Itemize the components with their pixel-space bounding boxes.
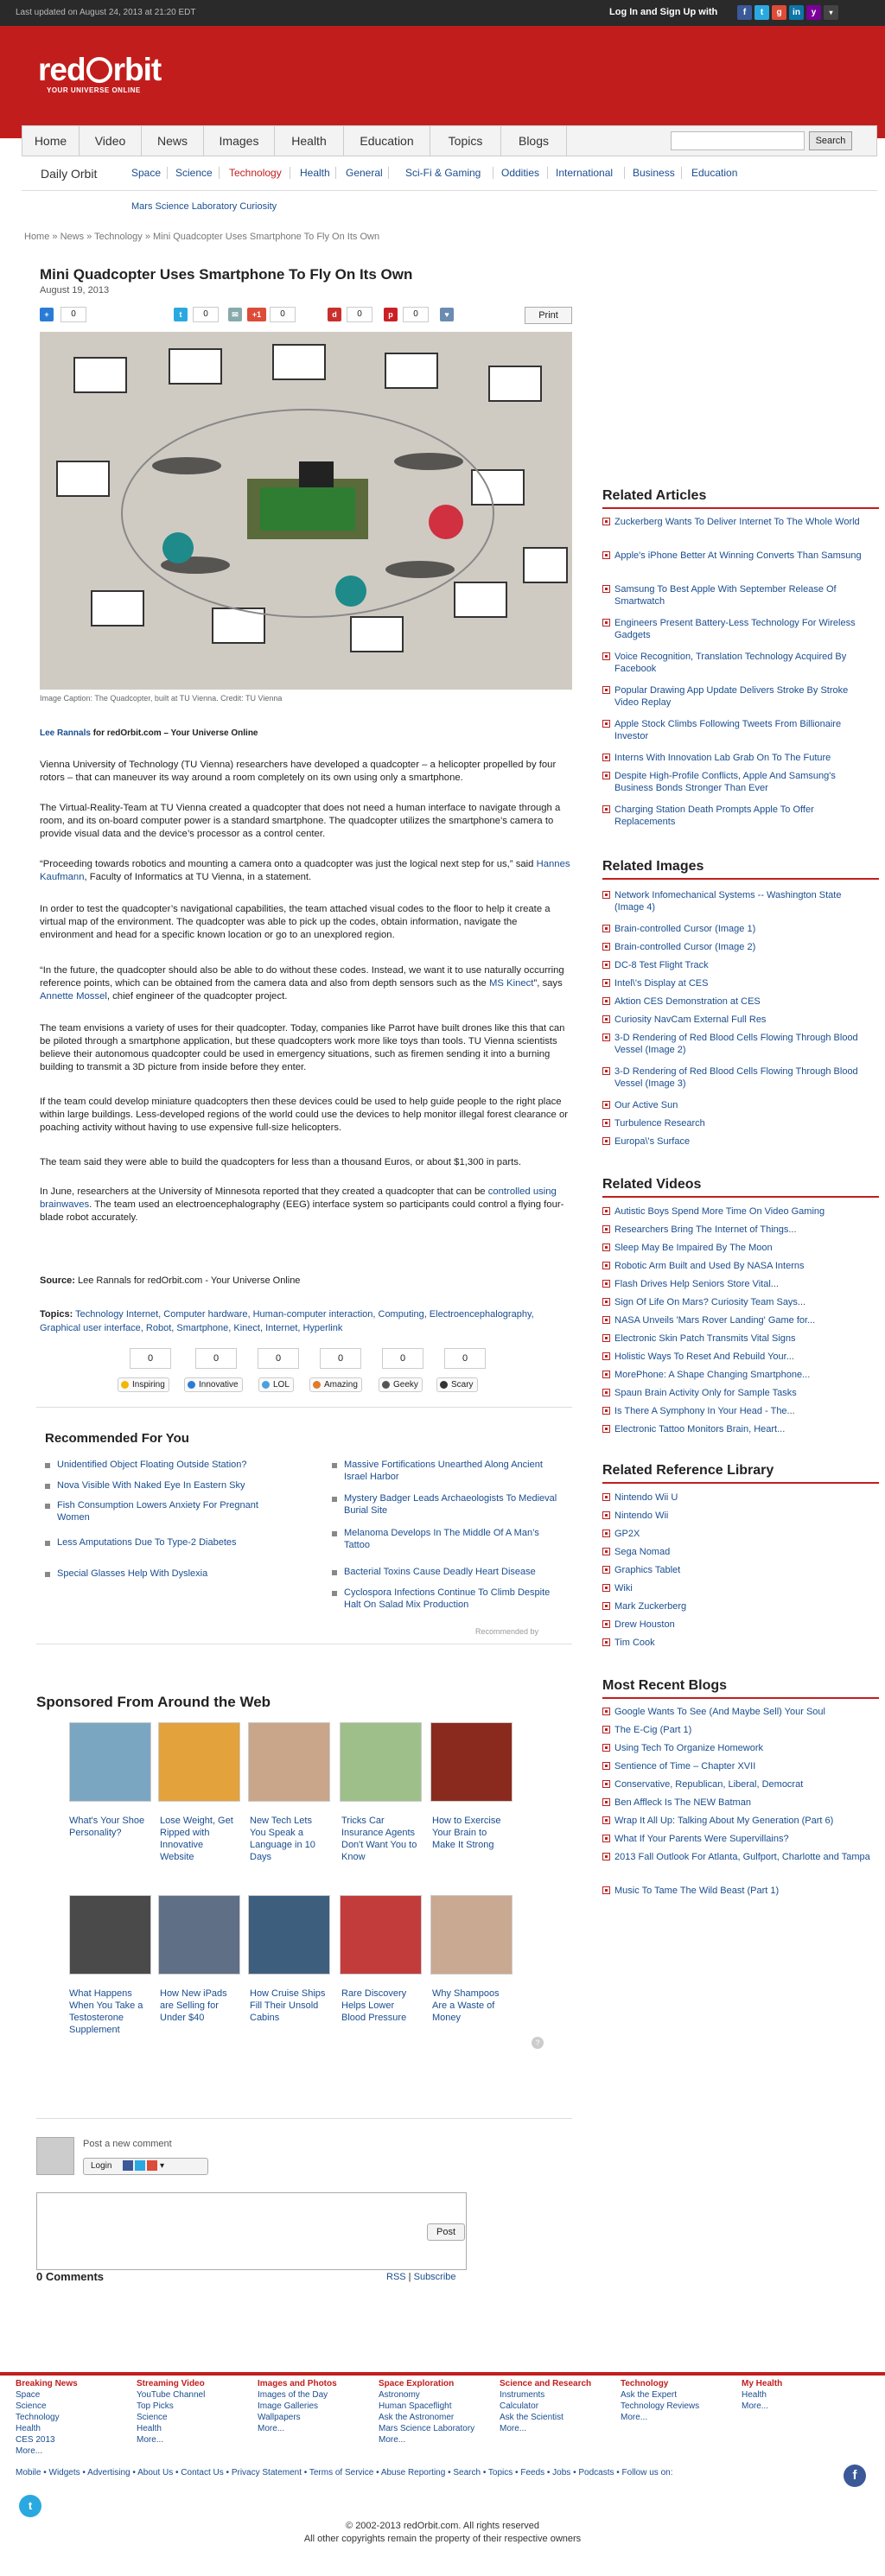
facebook-icon[interactable]: f xyxy=(844,2465,866,2487)
login-link[interactable]: Log In and Sign Up with xyxy=(609,7,718,17)
sponsored-image[interactable] xyxy=(69,1722,151,1802)
article-title: Mini Quadcopter Uses Smartphone To Fly On Its Own xyxy=(40,266,413,283)
reaction-count: 0 xyxy=(130,1348,171,1369)
footer-column-heading[interactable]: Breaking News xyxy=(16,2379,78,2388)
reaction-count: 0 xyxy=(320,1348,361,1369)
recommended-item[interactable]: Nova Visible With Naked Eye In Eastern Sky xyxy=(45,1479,278,1492)
blog-item[interactable]: What If Your Parents Were Supervillains? xyxy=(602,1833,870,1845)
subnav-education[interactable]: Education xyxy=(691,167,738,179)
related-image[interactable]: Brain-controlled Cursor (Image 2) xyxy=(602,941,870,953)
related-image[interactable]: Our Active Sun xyxy=(602,1099,870,1111)
footer-link[interactable]: Wallpapers xyxy=(258,2413,301,2422)
footer-link[interactable]: Technology Reviews xyxy=(621,2401,700,2411)
sponsored-link[interactable]: How Cruise Ships Fill Their Unsold Cabins xyxy=(250,1988,326,2023)
sub-nav xyxy=(22,156,877,191)
nav-blogs[interactable]: Blogs xyxy=(501,126,567,156)
reaction-inspiring-button[interactable]: Inspiring xyxy=(118,1377,169,1392)
recommended-item[interactable]: Special Glasses Help With Dyslexia xyxy=(45,1568,278,1580)
digg-share-icon[interactable]: d xyxy=(328,308,341,321)
reaction-innovative-button[interactable]: Innovative xyxy=(184,1377,243,1392)
sponsored-link[interactable]: How to Exercise Your Brain to Make It Strong xyxy=(432,1816,501,1850)
footer-link[interactable]: More... xyxy=(500,2424,527,2433)
comment-count: 0 Comments xyxy=(36,2270,105,2283)
footer-column-heading[interactable]: Science and Research xyxy=(500,2379,592,2388)
reaction-amazing-button[interactable]: Amazing xyxy=(309,1377,362,1392)
related-video[interactable]: Autistic Boys Spend More Time On Video Gaming xyxy=(602,1205,870,1218)
reaction-count: 0 xyxy=(258,1348,299,1369)
twitter-icon xyxy=(135,2160,145,2171)
recommended-item[interactable]: Less Amputations Due To Type-2 Diabetes xyxy=(45,1536,278,1549)
sponsored-link[interactable]: Lose Weight, Get Ripped with Innovative Website xyxy=(160,1816,233,1862)
paragraph-6: The team envisions a variety of uses for their quadcopter. Today, companies like Parrot have built drones like this that can be piloted through a smartphone application, but these quadcopters work more like toys than tools. TU Vienna scientists believe their autonomous quadcopter could be used in emergency situations, such as firemen sending it into a burning building to transmit a 3D picture from inside before they enter. xyxy=(40,1023,565,1072)
sponsored-image[interactable] xyxy=(430,1722,513,1802)
author-link[interactable]: Lee Rannals xyxy=(40,728,91,738)
related-images-title: Related Images xyxy=(602,859,704,874)
reference-item[interactable]: Mark Zuckerberg xyxy=(602,1600,870,1612)
facebook-icon[interactable]: f xyxy=(737,5,752,20)
print-button[interactable]: Print xyxy=(525,307,572,324)
sponsored-image[interactable] xyxy=(248,1722,330,1802)
paragraph-9: In June, researchers at the University of Minnesota reported that they created a quadcopter that can be controlled using brainwaves. The team used an electroencephalography (EEG) interface system so participants could control a flying four-blade robot accurately. xyxy=(40,1186,564,1223)
sponsored-link[interactable]: What Happens When You Take a Testosterone Supplement xyxy=(69,1988,143,2035)
footer-link[interactable]: More... xyxy=(379,2435,406,2445)
inspiring-icon xyxy=(121,1381,129,1389)
reference-item[interactable]: Nintendo Wii U xyxy=(602,1492,870,1504)
reaction-scary-button[interactable]: Scary xyxy=(436,1377,478,1392)
related-video[interactable]: MorePhone: A Shape Changing Smartphone... xyxy=(602,1369,870,1381)
footer-link[interactable]: Mars Science Laboratory xyxy=(379,2424,475,2433)
facebook-icon xyxy=(123,2160,133,2171)
related-image[interactable]: Curiosity NavCam External Full Res xyxy=(602,1014,870,1026)
related-article[interactable]: Samsung To Best Apple With September Release Of Smartwatch xyxy=(602,583,870,607)
sponsored-image[interactable] xyxy=(430,1895,513,1975)
sponsored-link[interactable]: Rare Discovery Helps Lower Blood Pressure xyxy=(341,1988,407,2023)
related-video[interactable]: NASA Unveils 'Mars Rover Landing' Game for... xyxy=(602,1314,870,1326)
subnav-space[interactable]: Space xyxy=(131,167,162,179)
related-video[interactable]: Sleep May Be Impaired By The Moon xyxy=(602,1242,870,1254)
share-count: 0 xyxy=(60,307,86,322)
nav-home[interactable]: Home xyxy=(22,126,80,156)
geeky-icon xyxy=(382,1381,390,1389)
blog-item[interactable]: 2013 Fall Outlook For Atlanta, Gulfport, Charlotte and Tampa xyxy=(602,1851,870,1863)
comment-login-button[interactable]: Login ▾ xyxy=(83,2158,208,2175)
related-video[interactable]: Electronic Tattoo Monitors Brain, Heart... xyxy=(602,1423,870,1435)
blog-item[interactable]: The E-Cig (Part 1) xyxy=(602,1724,870,1736)
copyright: © 2002-2013 redOrbit.com. All rights reserved xyxy=(346,2521,539,2531)
related-article[interactable]: Voice Recognition, Translation Technology Acquired By Facebook xyxy=(602,651,870,675)
reaction-lol-button[interactable]: LOL xyxy=(258,1377,294,1392)
twitter-icon[interactable]: t xyxy=(754,5,769,20)
linkedin-icon[interactable]: in xyxy=(789,5,804,20)
related-article[interactable]: Zuckerberg Wants To Deliver Internet To The Whole World xyxy=(602,516,870,528)
blog-item[interactable]: Music To Tame The Wild Beast (Part 1) xyxy=(602,1885,870,1897)
subnav-scifi[interactable]: Sci-Fi & Gaming xyxy=(405,167,481,179)
recommended-item[interactable]: Massive Fortifications Unearthed Along Ancient Israel Harbor xyxy=(332,1459,565,1483)
article-photo xyxy=(40,332,572,690)
paragraph-5: “In the future, the quadcopter should also be able to do without these codes. Instead, we want it to use naturally occurring reference points, which can be obtained from the camera data and also from depth sensors such as the MS Kinect”, says Annette Mossel, chief engineer of the quadcopter project. xyxy=(40,965,564,1002)
footer-column-heading[interactable]: Space Exploration xyxy=(379,2379,455,2388)
daily-orbit-label: Daily Orbit xyxy=(41,167,98,181)
footer-column xyxy=(137,2378,249,2446)
sponsored-image[interactable] xyxy=(158,1895,240,1975)
footer-link[interactable]: Ask the Expert xyxy=(621,2390,678,2400)
related-image[interactable]: Network Infomechanical Systems -- Washington State (Image 4) xyxy=(602,889,870,913)
related-article[interactable]: Interns With Innovation Lab Grab On To The Future xyxy=(602,752,870,764)
recommended-item[interactable]: Mystery Badger Leads Archaeologists To Medieval Burial Site xyxy=(332,1492,565,1517)
sponsored-link[interactable]: Tricks Car Insurance Agents Don't Want You to Know xyxy=(341,1816,417,1862)
sponsored-link[interactable]: What's Your Shoe Personality? xyxy=(69,1816,145,1838)
footer-link[interactable]: More... xyxy=(621,2413,648,2422)
nav-video[interactable]: Video xyxy=(80,126,142,156)
related-articles-title: Related Articles xyxy=(602,488,707,503)
blog-item[interactable]: Google Wants To See (And Maybe Sell) Your Soul xyxy=(602,1706,870,1718)
paragraph-7: If the team could develop miniature quadcopters then these devices could be used to help guide people to the right place within large buildings. Less-developed regions of the world could use the devices to help monitor illegal forest clearance or poaching activity without having to use expensive full-size helicopters. xyxy=(40,1097,569,1133)
paragraph-3: “Proceeding towards robotics and mounting a camera onto a quadcopter was just the logical next step for us,” said Hannes Kaufmann, Faculty of Informatics at TU Vienna, in a statement. xyxy=(40,859,570,882)
related-article[interactable]: Popular Drawing App Update Delivers Stroke By Stroke Video Replay xyxy=(602,684,870,709)
related-article[interactable]: Apple Stock Climbs Following Tweets From Billionaire Investor xyxy=(602,718,870,742)
reference-item[interactable]: Wiki xyxy=(602,1582,870,1594)
pin-count: 0 xyxy=(403,307,429,322)
related-article[interactable]: Despite High-Profile Conflicts, Apple And Samsung's Business Bonds Stronger Than Ever xyxy=(602,770,870,794)
footer-column xyxy=(500,2378,612,2434)
footer-column xyxy=(379,2378,491,2446)
related-image[interactable]: Turbulence Research xyxy=(602,1117,870,1129)
recommended-item[interactable]: Melanoma Develops In The Middle Of A Man’s Tattoo xyxy=(332,1527,565,1551)
reference-item[interactable]: Drew Houston xyxy=(602,1619,870,1631)
footer-column xyxy=(258,2378,370,2434)
footer-column-heading[interactable]: Streaming Video xyxy=(137,2379,205,2388)
footer-link[interactable]: Ask the Scientist xyxy=(500,2413,563,2422)
paragraph-2: The Virtual-Reality-Team at TU Vienna created a quadcopter that does not need a human interface to navigate through a room, and its on-board computer power is a standard smartphone. The quadcopter utilizes the smartphone’s camera to provide visual data and the device’s processor as a control center. xyxy=(40,803,561,839)
recommended-item[interactable]: Unidentified Object Floating Outside Station? xyxy=(45,1459,278,1471)
footer-link[interactable]: Science xyxy=(137,2413,168,2422)
related-image[interactable]: DC-8 Test Flight Track xyxy=(602,959,870,971)
subnav-business[interactable]: Business xyxy=(633,167,675,179)
footer-link[interactable]: More... xyxy=(16,2446,43,2456)
paragraph-1: Vienna University of Technology (TU Vienna) researchers have developed a quadcopter – a helicopter propelled by four rotors – that can maneuver its way around a room completely on its own using only a smartphone. xyxy=(40,760,557,783)
related-video[interactable]: Sign Of Life On Mars? Curiosity Team Says... xyxy=(602,1296,870,1308)
footer-link[interactable]: Health xyxy=(742,2390,767,2400)
nav-news[interactable]: News xyxy=(142,126,204,156)
footer-column-heading[interactable]: My Health xyxy=(742,2379,783,2388)
annette-mossel-link[interactable]: Annette Mossel xyxy=(40,991,107,1002)
avatar xyxy=(36,2137,74,2175)
reaction-geeky-button[interactable]: Geeky xyxy=(379,1377,423,1392)
sponsored-image[interactable] xyxy=(158,1722,240,1802)
sponsored-title: Sponsored From Around the Web xyxy=(36,1694,271,1710)
footer-link[interactable]: Astronomy xyxy=(379,2390,420,2400)
related-video[interactable]: Spaun Brain Activity Only for Sample Tasks xyxy=(602,1387,870,1399)
amazing-icon xyxy=(313,1381,321,1389)
footer-column xyxy=(742,2378,854,2412)
related-image[interactable]: Aktion CES Demonstration at CES xyxy=(602,995,870,1008)
twitter-icon[interactable]: t xyxy=(19,2495,41,2517)
related-video[interactable]: Electronic Skin Patch Transmits Vital Signs xyxy=(602,1333,870,1345)
footer-link[interactable]: More... xyxy=(742,2401,769,2411)
byline: Lee Rannals for redOrbit.com – Your Universe Online xyxy=(40,728,258,738)
last-updated: Last updated on August 24, 2013 at 21:20 EDT xyxy=(16,8,196,17)
info-icon[interactable]: ? xyxy=(532,2037,544,2049)
subnav-science[interactable]: Science xyxy=(175,167,213,179)
related-video[interactable]: Flash Drives Help Seniors Store Vital... xyxy=(602,1278,870,1290)
blog-item[interactable]: Using Tech To Organize Homework xyxy=(602,1742,870,1754)
twitter-share-icon[interactable]: t xyxy=(174,308,188,321)
footer-link[interactable]: Calculator xyxy=(500,2401,539,2411)
footer-link[interactable]: More... xyxy=(137,2435,164,2445)
sponsored-image[interactable] xyxy=(340,1895,422,1975)
blog-item[interactable]: Wrap It All Up: Talking About My Generation (Part 6) xyxy=(602,1815,870,1827)
recent-blogs-title: Most Recent Blogs xyxy=(602,1678,728,1693)
footer-link[interactable]: Human Spaceflight xyxy=(379,2401,452,2411)
breadcrumb: Home » News » Technology » Mini Quadcopter Uses Smartphone To Fly On Its Own xyxy=(24,232,380,242)
rss-link[interactable]: RSS xyxy=(386,2272,406,2282)
footer-link[interactable]: Health xyxy=(137,2424,162,2433)
reaction-count: 0 xyxy=(444,1348,486,1369)
share-plus-icon[interactable]: + xyxy=(40,308,54,321)
footer-link[interactable]: Ask the Astronomer xyxy=(379,2413,455,2422)
mars-curiosity-link[interactable]: Mars Science Laboratory Curiosity xyxy=(131,201,277,212)
comment-textarea[interactable] xyxy=(36,2192,467,2270)
sponsored-image[interactable] xyxy=(340,1722,422,1802)
main-nav xyxy=(22,125,877,156)
ms-kinect-link[interactable]: MS Kinect xyxy=(488,978,534,989)
recommended-by: Recommended by xyxy=(475,1627,539,1636)
topics-links[interactable]: Technology Internet, Computer hardware, Human-computer interaction, Computing, Electroencephalography, Graphical user interface, Robot, Smartphone, Kinect, Internet, Hyperlink xyxy=(40,1309,534,1333)
post-button[interactable]: Post xyxy=(427,2223,465,2241)
footer-link[interactable]: Top Picks xyxy=(137,2401,174,2411)
innovative-icon xyxy=(188,1381,195,1389)
like-share-icon[interactable]: ♥ xyxy=(440,308,454,321)
sponsored-image[interactable] xyxy=(248,1895,330,1975)
sponsored-link[interactable]: How New iPads are Selling for Under $40 xyxy=(160,1988,227,2023)
lol-icon xyxy=(262,1381,270,1389)
related-article[interactable]: Engineers Present Battery-Less Technology For Wireless Gadgets xyxy=(602,617,870,641)
nav-education[interactable]: Education xyxy=(344,126,430,156)
reference-item[interactable]: Tim Cook xyxy=(602,1637,870,1649)
tweet-count: 0 xyxy=(193,307,219,322)
footer-link[interactable]: Technology xyxy=(16,2413,60,2422)
related-image[interactable]: 3-D Rendering of Red Blood Cells Flowing Through Blood Vessel (Image 2) xyxy=(602,1032,870,1056)
topics-line: Topics: Technology Internet, Computer hardware, Human-computer interaction, Computing, Electroencephalography, Graphical user interface, Robot, Smartphone, Kinect, Internet, Hyperlink xyxy=(40,1309,534,1333)
reference-item[interactable]: Graphics Tablet xyxy=(602,1564,870,1576)
nav-health[interactable]: Health xyxy=(275,126,344,156)
quadcopter-image xyxy=(40,332,572,690)
paragraph-4: In order to test the quadcopter’s navigational capabilities, the team attached visual codes to the floor to help it create a virtual map of the environment. The quadcopter was able to pick up the codes, obtain information, navigate the environment and head for a specific known location or go to an unexplored region. xyxy=(40,904,551,940)
blog-item[interactable]: Conservative, Republican, Liberal, Democrat xyxy=(602,1778,870,1790)
footer-link[interactable]: Image Galleries xyxy=(258,2401,319,2411)
share-bar xyxy=(40,307,574,324)
subnav-general[interactable]: General xyxy=(346,167,383,179)
subnav-international[interactable]: International xyxy=(556,167,614,179)
source-line: Source: Lee Rannals for redOrbit.com - Your Universe Online xyxy=(40,1275,301,1286)
footer-column-heading[interactable]: Images and Photos xyxy=(258,2379,337,2388)
recommended-title: Recommended For You xyxy=(45,1431,189,1446)
related-videos-title: Related Videos xyxy=(602,1177,702,1192)
article-date: August 19, 2013 xyxy=(40,285,110,296)
dropdown-icon[interactable]: ▾ xyxy=(824,5,838,20)
new-comment-label: Post a new comment xyxy=(83,2139,172,2149)
site-tagline: YOUR UNIVERSE ONLINE xyxy=(47,86,141,94)
digg-count: 0 xyxy=(347,307,372,322)
subscribe-link[interactable]: Subscribe xyxy=(413,2272,456,2282)
comment-feeds: RSS | Subscribe xyxy=(386,2272,456,2282)
nav-images[interactable]: Images xyxy=(204,126,275,156)
related-video[interactable]: Is There A Symphony In Your Head - The... xyxy=(602,1405,870,1417)
reference-item[interactable]: GP2X xyxy=(602,1528,870,1540)
reaction-count: 0 xyxy=(195,1348,237,1369)
related-video[interactable]: Researchers Bring The Internet of Things... xyxy=(602,1224,870,1236)
reference-item[interactable]: Nintendo Wii xyxy=(602,1510,870,1522)
related-article[interactable]: Apple's iPhone Better At Winning Converts Than Samsung xyxy=(602,550,870,562)
subnav-health[interactable]: Health xyxy=(300,167,330,179)
pinterest-share-icon[interactable]: p xyxy=(384,308,398,321)
top-bar xyxy=(0,0,885,26)
image-caption: Image Caption: The Quadcopter, built at TU Vienna. Credit: TU Vienna xyxy=(40,694,283,703)
blog-item[interactable]: Sentience of Time – Chapter XVII xyxy=(602,1760,870,1772)
related-article[interactable]: Charging Station Death Prompts Apple To Offer Replacements xyxy=(602,804,870,828)
sponsored-image[interactable] xyxy=(69,1895,151,1975)
footer-link[interactable]: More... xyxy=(258,2424,285,2433)
reference-library-title: Related Reference Library xyxy=(602,1463,774,1478)
related-video[interactable]: Holistic Ways To Reset And Rebuild Your... xyxy=(602,1351,870,1363)
gplus-count: 0 xyxy=(270,307,296,322)
related-image[interactable]: Brain-controlled Cursor (Image 1) xyxy=(602,923,870,935)
footer-link[interactable]: Space xyxy=(16,2390,41,2400)
related-video[interactable]: Robotic Arm Built and Used By NASA Interns xyxy=(602,1260,870,1272)
footer-column xyxy=(16,2378,128,2457)
reaction-count: 0 xyxy=(382,1348,423,1369)
footer-link[interactable]: Instruments xyxy=(500,2390,545,2400)
yahoo-icon[interactable]: y xyxy=(806,5,821,20)
sponsored-link[interactable]: New Tech Lets You Speak a Language in 10 Days xyxy=(250,1816,315,1862)
recommended-item[interactable]: Fish Consumption Lowers Anxiety For Pregnant Women xyxy=(45,1499,278,1523)
nav-topics[interactable]: Topics xyxy=(430,126,501,156)
paragraph-8: The team said they were able to build the quadcopters for less than a thousand Euros, or about $1,300 in parts. xyxy=(40,1157,522,1167)
google-icon xyxy=(147,2160,157,2171)
sponsored-link[interactable]: Why Shampoos Are a Waste of Money xyxy=(432,1988,500,2023)
subnav-technology[interactable]: Technology xyxy=(229,167,282,179)
footer-link[interactable]: Images of the Day xyxy=(258,2390,328,2400)
recommended-item[interactable]: Bacterial Toxins Cause Deadly Heart Disease xyxy=(332,1566,565,1578)
search-button[interactable]: Search xyxy=(809,131,852,150)
copyright-note: All other copyrights remain the property of their respective owners xyxy=(303,2534,582,2544)
footer-column-heading[interactable]: Technology xyxy=(621,2379,669,2388)
footer-link[interactable]: Health xyxy=(16,2424,41,2433)
footer-link[interactable]: Science xyxy=(16,2401,47,2411)
scary-icon xyxy=(440,1381,448,1389)
brainwaves-link[interactable]: controlled using brainwaves xyxy=(40,1186,557,1210)
footer-column xyxy=(621,2378,733,2423)
mail-share-icon[interactable]: ✉ xyxy=(228,308,242,321)
site-logo[interactable]: red rbit xyxy=(38,52,162,87)
related-image[interactable]: 3-D Rendering of Red Blood Cells Flowing Through Blood Vessel (Image 3) xyxy=(602,1065,870,1090)
related-image[interactable]: Intel\'s Display at CES xyxy=(602,977,870,989)
footer-links[interactable]: Mobile • Widgets • Advertising • About Us • Contact Us • Privacy Statement • Terms of Service • Abuse Reporting • Search • Topics • Feeds • Jobs • Podcasts • Follow us on: xyxy=(16,2468,673,2477)
search-input[interactable] xyxy=(671,131,805,150)
related-image[interactable]: Europa\'s Surface xyxy=(602,1135,870,1148)
subnav-oddities[interactable]: Oddities xyxy=(501,167,540,179)
recommended-item[interactable]: Cyclospora Infections Continue To Climb Despite Halt On Salad Mix Production xyxy=(332,1587,565,1611)
footer-link[interactable]: YouTube Channel xyxy=(137,2390,206,2400)
header-banner xyxy=(0,26,885,138)
gplus-share-icon[interactable]: +1 xyxy=(247,308,266,321)
hannes-kaufmann-link[interactable]: Hannes Kaufmann xyxy=(40,859,570,882)
blog-item[interactable]: Ben Affleck Is The NEW Batman xyxy=(602,1797,870,1809)
reference-item[interactable]: Sega Nomad xyxy=(602,1546,870,1558)
footer-link[interactable]: CES 2013 xyxy=(16,2435,55,2445)
google-icon[interactable]: g xyxy=(772,5,786,20)
